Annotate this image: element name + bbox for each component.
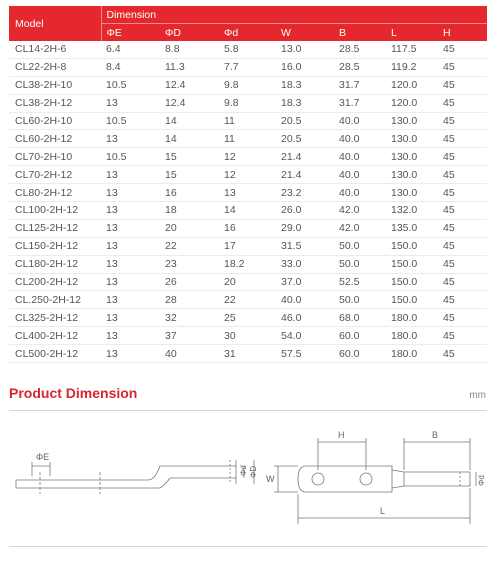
dimension-cell: 45 — [438, 112, 487, 130]
top-view-drawing — [274, 438, 476, 524]
dimension-cell: 52.5 — [334, 273, 386, 291]
b-dimension-label: B — [432, 430, 439, 440]
dimension-cell: 12.4 — [160, 76, 219, 94]
dimension-cell: 150.0 — [386, 237, 438, 255]
column-header: ΦE — [101, 24, 160, 42]
dimension-cell: 45 — [438, 76, 487, 94]
top-divider — [9, 410, 487, 411]
dimension-cell: 22 — [160, 237, 219, 255]
dimension-cell: 13 — [101, 273, 160, 291]
table-row — [9, 112, 487, 130]
dimension-cell: 26.0 — [276, 202, 334, 220]
dimension-cell: 130.0 — [386, 148, 438, 166]
dimension-cell: 28.5 — [334, 58, 386, 76]
model-cell: CL80-2H-12 — [9, 184, 101, 202]
dimension-cell: 60.0 — [334, 327, 386, 345]
model-cell: CL200-2H-12 — [9, 273, 101, 291]
dimension-cell: 45 — [438, 184, 487, 202]
dimension-cell: 31.7 — [334, 94, 386, 112]
column-header: Φd — [219, 24, 276, 42]
h-dimension-label: H — [338, 430, 345, 440]
dimension-cell: 14 — [160, 130, 219, 148]
model-cell: CL180-2H-12 — [9, 255, 101, 273]
dimension-cell: 8.8 — [160, 41, 219, 58]
dimension-cell: 150.0 — [386, 291, 438, 309]
dimension-cell: 31.5 — [276, 237, 334, 255]
dimension-cell: 14 — [219, 202, 276, 220]
table-row — [9, 130, 487, 148]
dimension-cell: 13 — [101, 237, 160, 255]
dimension-cell: 40 — [160, 345, 219, 363]
w-dimension-label: W — [266, 474, 275, 484]
dimension-cell: 13.0 — [276, 41, 334, 58]
dimension-cell: 22 — [219, 291, 276, 309]
column-header: B — [334, 24, 386, 42]
dimension-cell: 45 — [438, 327, 487, 345]
table-row — [9, 184, 487, 202]
table-row — [9, 237, 487, 255]
dimension-cell: 13 — [101, 130, 160, 148]
dimension-cell: 20 — [160, 219, 219, 237]
dimension-cell: 45 — [438, 237, 487, 255]
dimension-cell: 26 — [160, 273, 219, 291]
dimension-cell: 40.0 — [334, 148, 386, 166]
dimension-cell: 50.0 — [334, 255, 386, 273]
dimension-cell: 45 — [438, 41, 487, 58]
dimension-cell: 8.4 — [101, 58, 160, 76]
dimension-cell: 7.7 — [219, 58, 276, 76]
dimension-cell: 46.0 — [276, 309, 334, 327]
table-row — [9, 166, 487, 184]
dimension-cell: 10.5 — [101, 112, 160, 130]
dimension-cell: 45 — [438, 273, 487, 291]
dimension-cell: 45 — [438, 255, 487, 273]
dimension-cell: 13 — [101, 327, 160, 345]
dimension-cell: 13 — [101, 94, 160, 112]
table-row — [9, 273, 487, 291]
dimension-cell: 180.0 — [386, 345, 438, 363]
table-row — [9, 291, 487, 309]
dimension-cell: 40.0 — [334, 166, 386, 184]
dimension-cell: 25 — [219, 309, 276, 327]
model-cell: CL70-2H-10 — [9, 148, 101, 166]
technical-drawing — [0, 420, 500, 544]
table-row — [9, 58, 487, 76]
dimension-cell: 21.4 — [276, 166, 334, 184]
dimension-cell: 13 — [101, 309, 160, 327]
model-column-header: Model — [9, 6, 101, 41]
dimension-cell: 50.0 — [334, 237, 386, 255]
dimension-cell: 33.0 — [276, 255, 334, 273]
dimension-cell: 16 — [160, 184, 219, 202]
dimension-cell: 12.4 — [160, 94, 219, 112]
dimension-cell: 20.5 — [276, 130, 334, 148]
table-row — [9, 202, 487, 220]
dimension-cell: 31.7 — [334, 76, 386, 94]
table-row — [9, 255, 487, 273]
model-cell: CL150-2H-12 — [9, 237, 101, 255]
dimension-cell: 20.5 — [276, 112, 334, 130]
dimension-cell: 150.0 — [386, 273, 438, 291]
dimension-cell: 45 — [438, 291, 487, 309]
column-header: ΦD — [160, 24, 219, 42]
dimension-cell: 13 — [101, 255, 160, 273]
dimension-cell: 37 — [160, 327, 219, 345]
dimension-cell: 45 — [438, 219, 487, 237]
dimension-cell: 42.0 — [334, 202, 386, 220]
dimension-cell: 17 — [219, 237, 276, 255]
dimension-cell: 21.4 — [276, 148, 334, 166]
dimension-cell: 11 — [219, 112, 276, 130]
column-header: W — [276, 24, 334, 42]
dimension-cell: 16 — [219, 219, 276, 237]
table-row — [9, 309, 487, 327]
dimension-cell: 120.0 — [386, 76, 438, 94]
dimension-cell: 119.2 — [386, 58, 438, 76]
dimension-cell: 11 — [219, 130, 276, 148]
dimension-cell: 20 — [219, 273, 276, 291]
dimension-cell: 28.5 — [334, 41, 386, 58]
table-row — [9, 219, 487, 237]
l-dimension-label: L — [380, 506, 386, 516]
table-row — [9, 327, 487, 345]
dimension-cell: 42.0 — [334, 219, 386, 237]
column-header: L — [386, 24, 438, 42]
dimension-cell: 32 — [160, 309, 219, 327]
dimension-cell: 28 — [160, 291, 219, 309]
dimension-cell: 12 — [219, 166, 276, 184]
dimension-cell: 13 — [219, 184, 276, 202]
model-cell: CL.250-2H-12 — [9, 291, 101, 309]
dimension-cell: 40.0 — [334, 130, 386, 148]
table-row — [9, 148, 487, 166]
dimension-cell: 23.2 — [276, 184, 334, 202]
dimension-cell: 130.0 — [386, 112, 438, 130]
dimension-cell: 180.0 — [386, 309, 438, 327]
table-row — [9, 345, 487, 363]
model-cell: CL325-2H-12 — [9, 309, 101, 327]
dimension-cell: 45 — [438, 166, 487, 184]
model-cell: CL125-2H-12 — [9, 219, 101, 237]
dimension-cell: 18.3 — [276, 76, 334, 94]
model-cell: CL400-2H-12 — [9, 327, 101, 345]
specification-table — [9, 6, 487, 363]
dimension-cell: 130.0 — [386, 166, 438, 184]
model-cell: CL100-2H-12 — [9, 202, 101, 220]
dimension-cell: 30 — [219, 327, 276, 345]
dimension-cell: 13 — [101, 345, 160, 363]
table-row — [9, 41, 487, 58]
dimension-cell: 9.8 — [219, 94, 276, 112]
dimension-cell: 11.3 — [160, 58, 219, 76]
dimension-cell: 13 — [101, 184, 160, 202]
dimension-cell: 45 — [438, 58, 487, 76]
dimension-cell: 135.0 — [386, 219, 438, 237]
model-cell: CL38-2H-12 — [9, 94, 101, 112]
model-cell: CL38-2H-10 — [9, 76, 101, 94]
dimension-cell: 18 — [160, 202, 219, 220]
dimension-cell: 40.0 — [334, 112, 386, 130]
dimension-cell: 54.0 — [276, 327, 334, 345]
table-row — [9, 76, 487, 94]
model-cell: CL70-2H-12 — [9, 166, 101, 184]
dimension-cell: 31 — [219, 345, 276, 363]
bottom-divider — [9, 546, 487, 547]
dimension-cell: 130.0 — [386, 130, 438, 148]
phi-d-small-label: Φd — [239, 465, 248, 476]
section-title: Product Dimension — [9, 385, 138, 401]
dimension-cell: 40.0 — [334, 184, 386, 202]
dimension-group-header: Dimension — [101, 6, 487, 24]
column-header: H — [438, 24, 487, 42]
specification-table-wrapper — [9, 6, 487, 363]
model-cell: CL60-2H-12 — [9, 130, 101, 148]
dimension-cell: 10.5 — [101, 76, 160, 94]
dimension-cell: 13 — [101, 219, 160, 237]
dimension-cell: 45 — [438, 148, 487, 166]
unit-label: mm — [469, 390, 486, 401]
dimension-cell: 13 — [101, 166, 160, 184]
table-row — [9, 94, 487, 112]
dimension-cell: 50.0 — [334, 291, 386, 309]
dimension-cell: 37.0 — [276, 273, 334, 291]
dimension-cell: 18.3 — [276, 94, 334, 112]
dimension-cell: 132.0 — [386, 202, 438, 220]
dimension-cell: 45 — [438, 94, 487, 112]
phi-e-label: ΦE — [36, 452, 50, 462]
dimension-cell: 6.4 — [101, 41, 160, 58]
top-phi-d-label: Φd — [477, 475, 486, 486]
dimension-cell: 16.0 — [276, 58, 334, 76]
model-cell: CL14-2H-6 — [9, 41, 101, 58]
dimension-cell: 12 — [219, 148, 276, 166]
dimension-cell: 180.0 — [386, 327, 438, 345]
dimension-cell: 68.0 — [334, 309, 386, 327]
dimension-cell: 45 — [438, 130, 487, 148]
dimension-cell: 40.0 — [276, 291, 334, 309]
model-cell: CL60-2H-10 — [9, 112, 101, 130]
model-cell: CL22-2H-8 — [9, 58, 101, 76]
table-body — [9, 41, 487, 363]
side-view-drawing — [16, 460, 254, 494]
dimension-cell: 45 — [438, 202, 487, 220]
dimension-cell: 14 — [160, 112, 219, 130]
dimension-cell: 45 — [438, 309, 487, 327]
dimension-cell: 60.0 — [334, 345, 386, 363]
dimension-cell: 117.5 — [386, 41, 438, 58]
dimension-cell: 57.5 — [276, 345, 334, 363]
dimension-cell: 120.0 — [386, 94, 438, 112]
model-cell: CL500-2H-12 — [9, 345, 101, 363]
dimension-cell: 13 — [101, 291, 160, 309]
dimension-cell: 23 — [160, 255, 219, 273]
dimension-cell: 18.2 — [219, 255, 276, 273]
dimension-cell: 130.0 — [386, 184, 438, 202]
dimension-cell: 29.0 — [276, 219, 334, 237]
dimension-cell: 15 — [160, 166, 219, 184]
dimension-cell: 13 — [101, 202, 160, 220]
dimension-cell: 9.8 — [219, 76, 276, 94]
dimension-cell: 10.5 — [101, 148, 160, 166]
dimension-cell: 5.8 — [219, 41, 276, 58]
dimension-cell: 45 — [438, 345, 487, 363]
phi-d-large-label: ΦD — [249, 465, 258, 478]
dimension-cell: 150.0 — [386, 255, 438, 273]
dimension-cell: 15 — [160, 148, 219, 166]
